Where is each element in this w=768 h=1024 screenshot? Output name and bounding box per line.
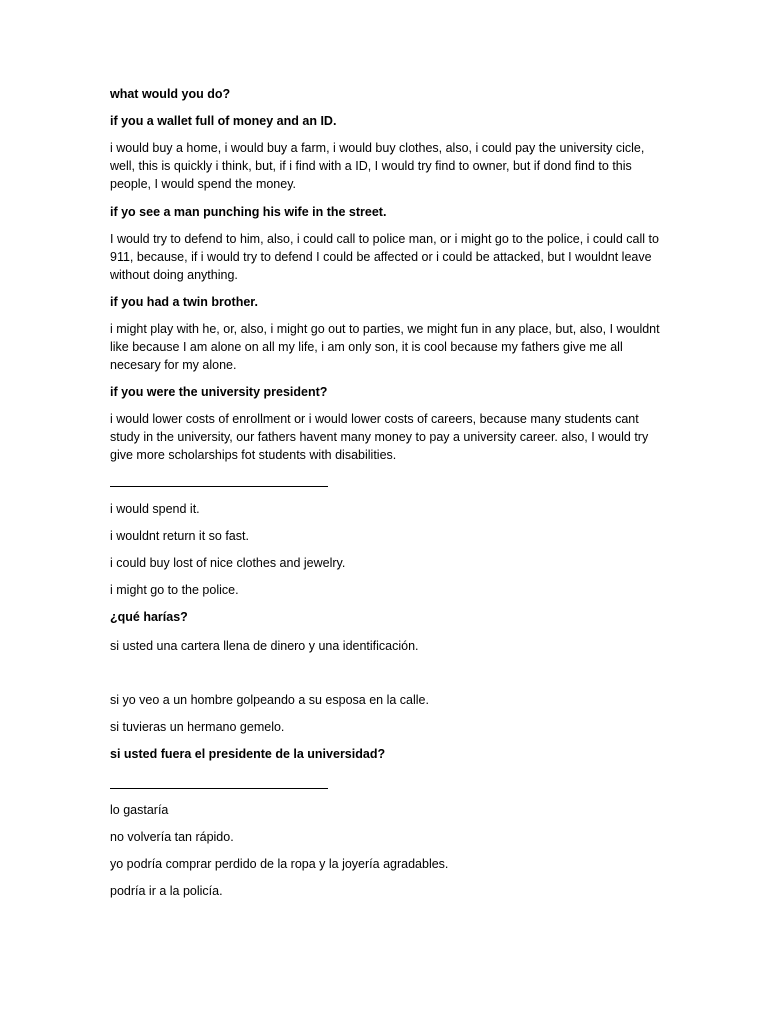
question-twin: if you had a twin brother. — [110, 295, 258, 309]
spanish-title: ¿qué harías? — [110, 610, 188, 624]
divider-line — [110, 788, 328, 789]
spanish-answer-line: lo gastaría — [110, 803, 169, 817]
spanish-question-line: si tuvieras un hermano gemelo. — [110, 720, 285, 734]
answer-president: i would lower costs of enrollment or i would lower costs of careers, because many students cant study in the university, our fathers havent many money to pay a university career. also, I would try give more scholarships fot students with disabilities. — [110, 412, 649, 462]
spanish-answer-line: yo podría comprar perdido de la ropa y la joyería agradables. — [110, 857, 449, 871]
document-title: what would you do? — [110, 87, 231, 101]
short-answer-line: i might go to the police. — [110, 583, 239, 597]
question-president: if you were the university president? — [110, 385, 328, 399]
short-answer-line: i would spend it. — [110, 502, 200, 516]
short-answer-line: i could buy lost of nice clothes and jewelry. — [110, 556, 346, 570]
spanish-question-line: si usted fuera el presidente de la universidad? — [110, 747, 386, 761]
answer-punching: I would try to defend to him, also, i could call to police man, or i might go to the police, i could call to 911, because, if i would try to defend I could be affected or i could be attacked, but I wouldnt leave without doing anything. — [110, 232, 659, 282]
answer-wallet: i would buy a home, i would buy a farm, i would buy clothes, also, i could pay the university cicle, well, this is quickly i think, but, if i find with a ID, I would try find to owner, but if dond find to this people, I would spend the money. — [110, 141, 645, 191]
spanish-answer-line: no volvería tan rápido. — [110, 830, 234, 844]
spanish-answer-line: podría ir a la policía. — [110, 884, 223, 898]
divider-line — [110, 486, 328, 487]
short-answer-line: i wouldnt return it so fast. — [110, 529, 249, 543]
spanish-question-line: si usted una cartera llena de dinero y una identificación. — [110, 639, 419, 653]
answer-twin: i might play with he, or, also, i might go out to parties, we might fun in any place, but, also, I wouldnt like because I am alone on all my life, i am only son, it is cool because my fathers give me all necesary for my alone. — [110, 322, 660, 372]
question-punching: if yo see a man punching his wife in the street. — [110, 205, 387, 219]
spanish-question-line: si yo veo a un hombre golpeando a su esposa en la calle. — [110, 693, 429, 707]
question-wallet: if you a wallet full of money and an ID. — [110, 114, 337, 128]
